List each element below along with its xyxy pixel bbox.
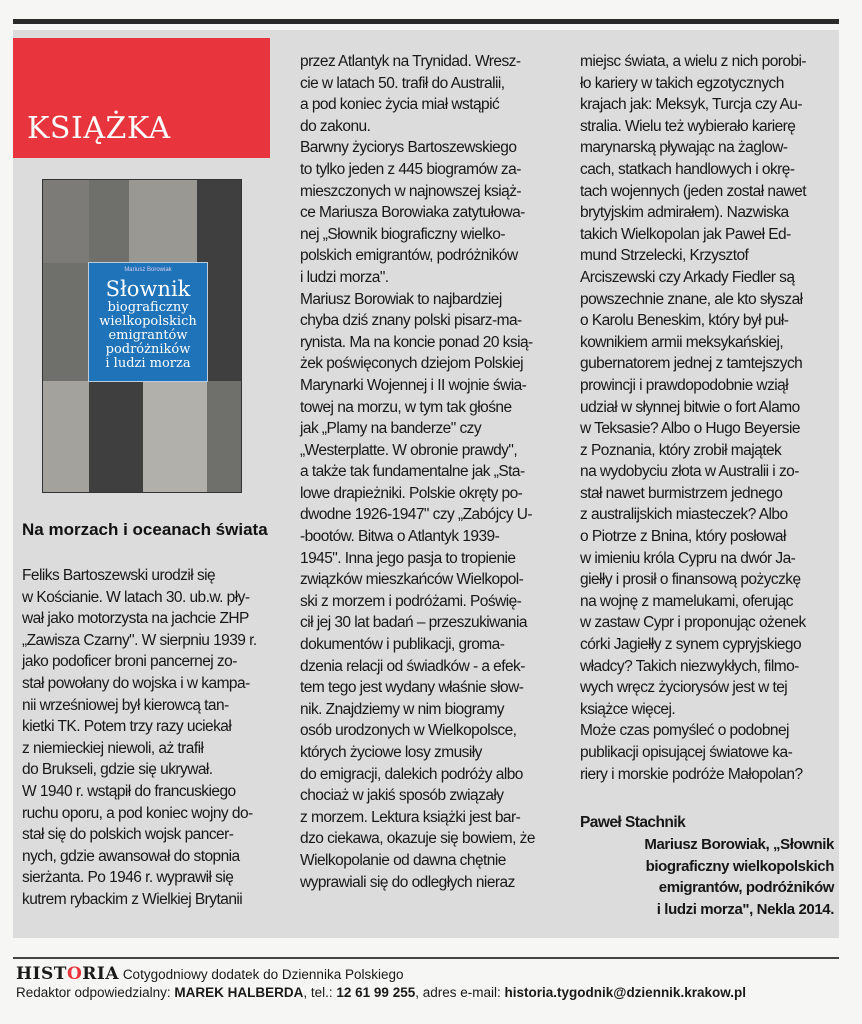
tel-label: , tel.: bbox=[303, 985, 333, 1000]
email-link[interactable]: historia.tygodnik@dziennik.krakow.pl bbox=[504, 985, 746, 1000]
author-signature: Paweł Stachnik bbox=[580, 814, 686, 831]
cover-title-line: biograficzny bbox=[107, 300, 189, 315]
cover-portrait-5 bbox=[43, 263, 89, 381]
cover-portrait-1 bbox=[43, 180, 89, 263]
cover-title-line: Słownik bbox=[105, 277, 191, 301]
cover-title-line: podróżników bbox=[105, 342, 191, 357]
cover-title-line: emigrantów bbox=[108, 328, 188, 343]
historia-logo bbox=[16, 964, 119, 984]
footer-tagline: Cotygodniowy dodatek do Dziennika Polskiego bbox=[122, 967, 404, 982]
cover-portrait-2 bbox=[89, 180, 129, 263]
cover-portrait-4 bbox=[197, 180, 241, 263]
book-credit: Mariusz Borowiak, „Słownik biograficzny wielkopolskich emigrantów, podróżników i ludzi morza", Nekla 2014. bbox=[644, 836, 834, 918]
column-1: Feliks Bartoszewski urodził się w Kościanie. W latach 30. ub.w. pły- wał jako motorzysta na jachcie ZHP „Zawisza Czarny". W sierpniu 1939 r. jako podoficer broni pancernej zo- stał powołany do wojska i w kampa- nii wrześniowej był kierowcą tan- kietki TK. Potem trzy razy uciekał z niemieckiej niewoli, aż trafił do Brukseli, gdzie się ukrywał. W 1940 r. wstąpił do francuskiego ruchu oporu, a pod koniec wojny do- stał się do polskich wojsk pancer- nych, gdzie awansował do stopnia sierżanta. Po 1946 r. wyprawił się kutrem rybackim z Wielkiej Brytanii bbox=[22, 567, 257, 908]
logo-accent: O bbox=[66, 964, 83, 984]
column-2: przez Atlantyk na Trynidad. Wresz- cie w latach 50. trafił do Australii, a pod koniec życia miał wstąpić do zakonu. Barwny życiorys Bartoszewskiego to tylko jeden z 445 biogramów za- mieszczonych w najnowszej książ- ce Mariusza Borowiaka zatytułowa- nej „Słownik biograficzny wielko- polskich emigrantów, podróżników i ludzi morza". Mariusz Borowiak to najbardziej chyba dziś znany polski pisarz-ma- rynista. Ma na koncie ponad 20 ksią- żek poświęconych dziejom Polskiej Marynarki Wojennej i II wojnie świa- towej na morzu, w tym tak głośne jak „Plamy na banderze" czy „Westerplatte. W obronie prawdy", a także tak fundamentalne jak „Sta- lowe drapieżniki. Polskie okręty po- dwodne 1926-1947" czy „Zabójcy U- -bootów. Bitwa o Atlantyk 1939- 1945". Inna jego pasja to tropienie związków mieszkańców Wielkopol- ski z morzem i podróżami. Poświę- cił jej 30 lat badań – przeszukiwania dokumentów i publikacji, groma- dzenia relacji od świadków - a efek- tem tego jest wydany właśnie słow- nik. Znajdziemy w nim biogramy osób urodzonych w Wielkopolsce, których życiowe losy zmusiły do emigracji, dalekich podróży albo chociaż w jakiś sposób związały z morzem. Lektura książki jest bar- dzo ciekawa, okazuje się bowiem, że Wielkopolanie od dawna chętnie wyprawiali się do odległych nieraz bbox=[300, 53, 535, 891]
cover-portrait-10 bbox=[207, 381, 241, 492]
cover-portrait-7 bbox=[43, 381, 89, 492]
top-rule bbox=[13, 19, 839, 24]
cover-title bbox=[89, 277, 207, 371]
tel-number: 12 61 99 255 bbox=[336, 985, 416, 1000]
footer bbox=[16, 965, 846, 1002]
section-label: KSIĄŻKA bbox=[27, 111, 171, 146]
cover-title-line: i ludzi morza bbox=[105, 356, 191, 371]
editor-name: MAREK HALBERDA bbox=[174, 985, 304, 1000]
logo-part: RIA bbox=[82, 964, 120, 984]
email-label: , adres e-mail: bbox=[415, 985, 501, 1000]
cover-portrait-6 bbox=[207, 263, 241, 381]
section-banner bbox=[13, 38, 270, 158]
editor-label: Redaktor odpowiedzialny: bbox=[16, 985, 171, 1000]
cover-portrait-8 bbox=[89, 381, 143, 492]
cover-title-box bbox=[89, 263, 207, 381]
cover-portrait-3 bbox=[129, 180, 197, 263]
cover-author: Mariusz Borowiak bbox=[124, 267, 172, 273]
article-subhead: Na morzach i oceanach świata bbox=[22, 520, 268, 539]
bottom-rule bbox=[13, 957, 839, 959]
cover-portrait-9 bbox=[143, 381, 207, 492]
logo-part: HIST bbox=[16, 964, 67, 984]
book-cover bbox=[43, 180, 241, 492]
cover-title-line: wielkopolskich bbox=[99, 314, 197, 329]
column-3: miejsc świata, a wielu z nich porobi- ło kariery w takich egzotycznych krajach jak: Meksyk, Turcja czy Au- stralia. Wielu też wybierało karierę marynarską pływając na żaglow- cach, statkach handlowych i okrę- tach wojennych (jeden został nawet brytyjskim admirałem). Nazwiska takich Wielkopolan jak Paweł Ed- mund Strzelecki, Krzysztof Arciszewski czy Arkady Fiedler są powszechnie znane, ale kto słyszał o Karolu Beneskim, który był puł- kownikiem armii meksykańskiej, gubernatorem jednej z tamtejszych prowincji i prawdopodobnie wziął udział w słynnej bitwie o fort Alamo w Teksasie? Albo o Hugo Beyersie z Poznania, który zrobił majątek na wydobyciu złota w Australii i zo- stał nawet burmistrzem jednego z australijskich miasteczek? Albo o Piotrze z Bnina, który posłował w imieniu króla Cypru na dwór Ja- giełły i prosił o finansową pożyczkę na wojnę z mamelukami, oferując w zastaw Cypr i proponując ożenek córki Jagiełły z synem cypryjskiego władcy? Takich niezwykłych, filmo- wych wręcz życiorysów jest w tej książce więcej. Może czas pomyśleć o podobnej publikacji opisującej światowe ka- riery i morskie podróże Małopolan? bbox=[580, 53, 807, 783]
